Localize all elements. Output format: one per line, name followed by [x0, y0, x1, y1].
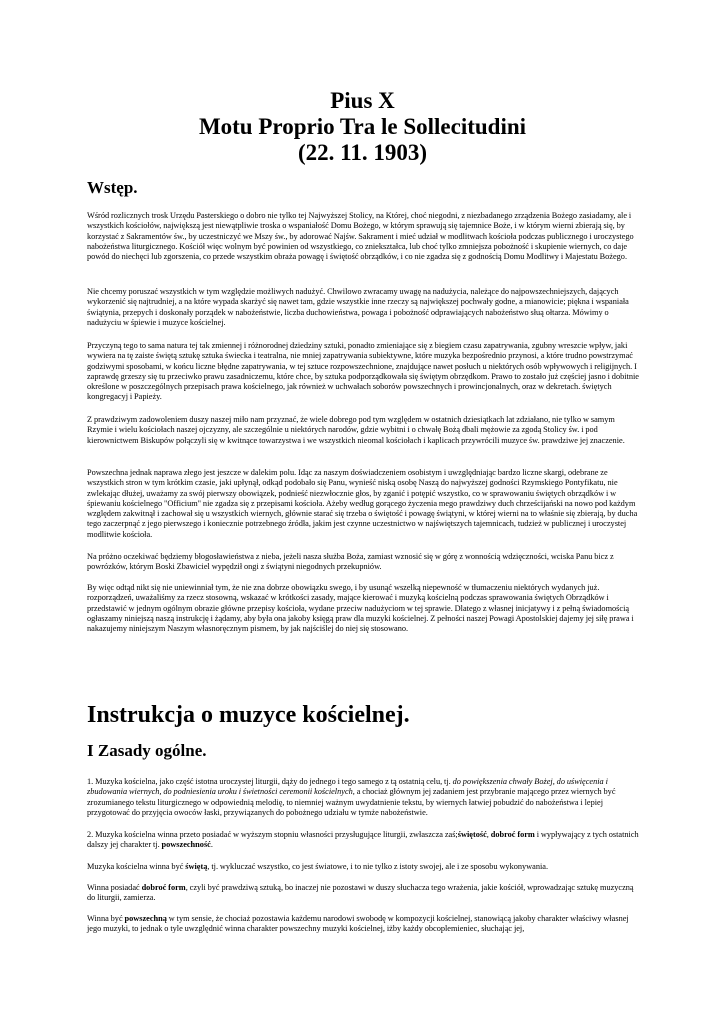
- instruction-p2-text-d: .: [210, 840, 213, 850]
- intro-paragraph-7: By więc odtąd nikt się nie uniewinniał tym, że nie zna dobrze obowiązku swego, i by usunąć wszelką niepewność w tłumaczeniu niektórych wydanych już. rozporządzeń, uważaliśmy za rzecz stosowną, wskazać w krótkości zasady, mające kierować i muzyką kościelną podczas sprawowania świętych Obrządków i przedstawić w jednym ogólnym obrazie główne przepisy kościoła, wydane przeciw nadużyciom w tej sprawie. Dlatego z własnej inicjatywy i z pełną świadomością ogłaszamy niniejszą naszą instrukcję i żądamy, aby była ona jakoby księgą praw dla muzyki kościelnej. Z pełności naszej Powagi Apostolskiej dajemy jej siłę prawa i nakazujemy niniejszym Naszym własnoręcznym pismem, by jak najściślej do niej się stosowano.: [87, 583, 634, 634]
- instruction-p1-italic: do powiększenia chwały Bożej, do uświęcenia i zbudowania wiernych, do podniesienia uroku i świetności ceremonii kościelnych: [87, 777, 608, 797]
- instruction-p5-text-a: Winna być: [87, 914, 125, 923]
- instruction-p4-text-a: Winna posiadać: [87, 883, 142, 892]
- instruction-p4-bold: dobroć form: [141, 883, 186, 892]
- title-document: Motu Proprio Tra le Sollecitudini: [198, 114, 527, 139]
- instruction-p1-text-a: 1. Muzyka kościelna, jako część istotna uroczystej liturgii, dąży do jednego i tego samego z tą ostatnią celu, tj.: [87, 777, 453, 786]
- title-date: (22. 11. 1903): [297, 140, 428, 165]
- instruction-subheading: I Zasady ogólne.: [87, 741, 207, 760]
- instruction-paragraph-3: [87, 862, 639, 872]
- instruction-p2-text-c: i wypływający z tych ostatnich dalszy jej charakter tj.: [87, 830, 639, 850]
- instruction-paragraph-2: [87, 830, 639, 851]
- instruction-p2-bold-1: świętość: [457, 830, 487, 839]
- instruction-heading: Instrukcja o muzyce kościelnej.: [87, 702, 410, 728]
- instruction-p2-text-a: 2. Muzyka kościelna winna przeto posiadać w wyższym stopniu własności przysługujące liturgii, zwłaszcza zaś;: [87, 830, 458, 839]
- instruction-p2-bold-3: powszechność: [161, 840, 211, 850]
- intro-paragraph-4: Z prawdziwym zadowoleniem duszy naszej miło nam przyznać, że wiele dobrego pod tym względem w ostatnich dziesiątkach lat zdziałano, nie tylko w samym Rzymie i wielu kościołach naszej ojczyzny, ale szczególnie u niektórych narodów, gdzie wybitni i o chwałę Bożą dbali mężowie za zgodą Stolicy św. i pod kierownictwem Biskupów połączyli się w kwitnące towarzystwa i we wszystkich nieomal kościołach i kaplicach przywrócili muzyce św. prawdziwe jej znaczenie.: [87, 415, 625, 445]
- intro-paragraph-6: Na próżno oczekiwać będziemy błogosławieństwa z nieba, jeżeli nasza służba Boża, zamiast wznosić się w górę z wonnością wdzięczności, wciska Panu bicz z powrózków, którym Boski Zbawiciel wypędził ongi z świątyni niegodnych przekupniów.: [87, 552, 614, 572]
- instruction-p4-text-c: , czyli być prawdziwą sztuką, bo inaczej nie pozostawi w duszy słuchacza tego wrażenia, jakie kościół, wprowadzając sztukę muzyczną do liturgii, zamierza.: [87, 883, 634, 903]
- instruction-paragraph-1: [87, 777, 639, 818]
- intro-paragraph-5: Powszechna jednak naprawa złego jest jeszcze w dalekim polu. Idąc za naszym doświadczeniem osobistym i uwzględniając bardzo liczne skargi, odebrane ze wszystkich stron w tym krótkim czasie, jaki upłynął, odkąd podobało się Panu, wynieść niską osobę Naszą do najwyższej godności Rzymskiego Pontyfikatu, nie zwlekając dłużej, uważamy za swój pierwszy obowiązek, podnieść niezwłocznie głos, by zganić i potępić wszystko, co w sprawowaniu świętych obrządków i w śpiewaniu kościelnego "Officium" nie zgadza się z przepisami kościoła. Ażeby według gorącego życzenia mego prawdziwy duch chrześcijański na nowo pod każdym względem zakwitnął i zachował się u wszystkich wiernych, głównie starać się trzeba o świętość i powagę świątyni, w której wierni na to właśnie się zbierają, by ducha tego zaczerpnąć z jego pierwszego i koniecznie potrzebnego źródła, jakim jest czynne uczestnictwo w najświętszych tajemnicach, tudzież w publicznej i uroczystej modlitwie kościoła.: [87, 468, 638, 539]
- instruction-p5-bold: powszechną: [124, 914, 167, 923]
- instruction-p5-text-c: w tym sensie, że chociaż pozostawia każdemu narodowi swobodę w kompozycji kościelnej, stanowiącą jakoby charakter właściwy własnej jego muzyki, to jednak o tyle uwzględnić winna charakter powszechny muzyki kościelnej, iżby każdy obcoplemieniec, słuchając jej,: [87, 914, 629, 934]
- intro-heading: Wstęp.: [87, 178, 138, 197]
- instruction-p1-text-b: , a chociaż głównym jej zadaniem jest przybranie mającego przez wiernych być zrozumianego tekstu liturgicznego w odpowiednią melodię, to niemniej ważnym uwydatnienie tekstu, by wiernych łatwiej pobudzić do nabożeństwa i lepiej przygotować do przyjęcia owoców łaski, przywiązanych do pobożnego udziału w tymże nabożeństwie.: [87, 787, 616, 817]
- instruction-paragraph-5: [87, 914, 639, 935]
- intro-paragraph-1: Wśród rozlicznych trosk Urzędu Pasterskiego o dobro nie tylko tej Najwyższej Stolicy, na Której, choć niegodni, z niezbadanego zrządzenia Bożego zasiadamy, ale i wszystkich kościołów, największą jest niewątpliwie troska o wspaniałość Domu Bożego, w którym sprawują się tajemnice Boże, i w którym wierni zbierają się, by korzystać z Sakramentów św., by uczestniczyć we Mszy św., by adorować Najśw. Sakrament i mieć udział w modlitwach kościoła podczas publicznego i uroczystego nabożeństwa liturgicznego. Kościół więc wolnym być powinien od wszystkiego, co zniekształca, lub choć tylko zmniejsza pobożność i skupienie wiernych, co daje powód do niechęci lub zgorszenia, co przede wszystkim obraża powagę i świętość obrządków, i co nie zgadza się z godnością Domu Modlitwy i Majestatu Bożego.: [87, 211, 634, 262]
- intro-paragraph-2: Nie chcemy poruszać wszystkich w tym względzie możliwych nadużyć. Chwilowo zwracamy uwagę na nadużycia, należące do najpowszechniejszych, dających wykorzenić się najtrudniej, a na które wypada skarżyć się nawet tam, gdzie wszystkie inne rzeczy są największej pochwały godne, a mianowicie; piękna i wspaniała świątynia, przepych i doskonały porządek w nabożeństwie, liczba duchowieństwa, powaga i pobożność odprawiających nabożeństwo słuą ołtarza. Mówimy o nadużyciu w śpiewie i muzyce kościelnej.: [87, 287, 629, 327]
- instruction-p2-bold-2: dobroć form: [490, 830, 535, 839]
- instruction-p3-text-c: , tj. wykluczać wszystko, co jest światowe, i to nie tylko z istoty swojej, ale i ze sposobu wykonywania.: [207, 862, 549, 871]
- instruction-p2-sep: ,: [486, 830, 491, 839]
- instruction-p3-text-a: Muzyka kościelna winna być: [87, 862, 186, 871]
- intro-paragraph-3: Przyczyną tego to sama natura tej tak zmiennej i różnorodnej dziedziny sztuki, ponadto zmieniające się z biegiem czasu zapatrywania, zgubny wreszcie wpływ, jaki wywiera na tę zaiste świętą sztukę sztuka świecka i teatralna, nie mniej zapatrywania subiektywne, które muzyka bezpośrednio przynosi, a które trudno powstrzymać godziwymi sposobami, w końcu liczne błędne zapatrywania, w tej sztuce rozpowszechnione, znajdujące nawet posłuch u niektórych osób wpływowych i religijnych. I zaprawdę grzeszy się tu przeciwko prawu zasadniczemu, które chce, by sztuka podporządkowała się świętym obrzędkom. Prawo to zostało już częściej jasno i dobitnie określone w poszczególnych przepisach prawa kościelnego, jak również w uchwałach soborów powszechnych i prowincjonalnych, oraz w dekretach. świętych kongregacyj i Papieży.: [87, 341, 639, 402]
- instruction-p3-bold: świętą: [185, 862, 208, 871]
- instruction-paragraph-4: [87, 883, 639, 904]
- title-author: Pius X: [330, 88, 395, 113]
